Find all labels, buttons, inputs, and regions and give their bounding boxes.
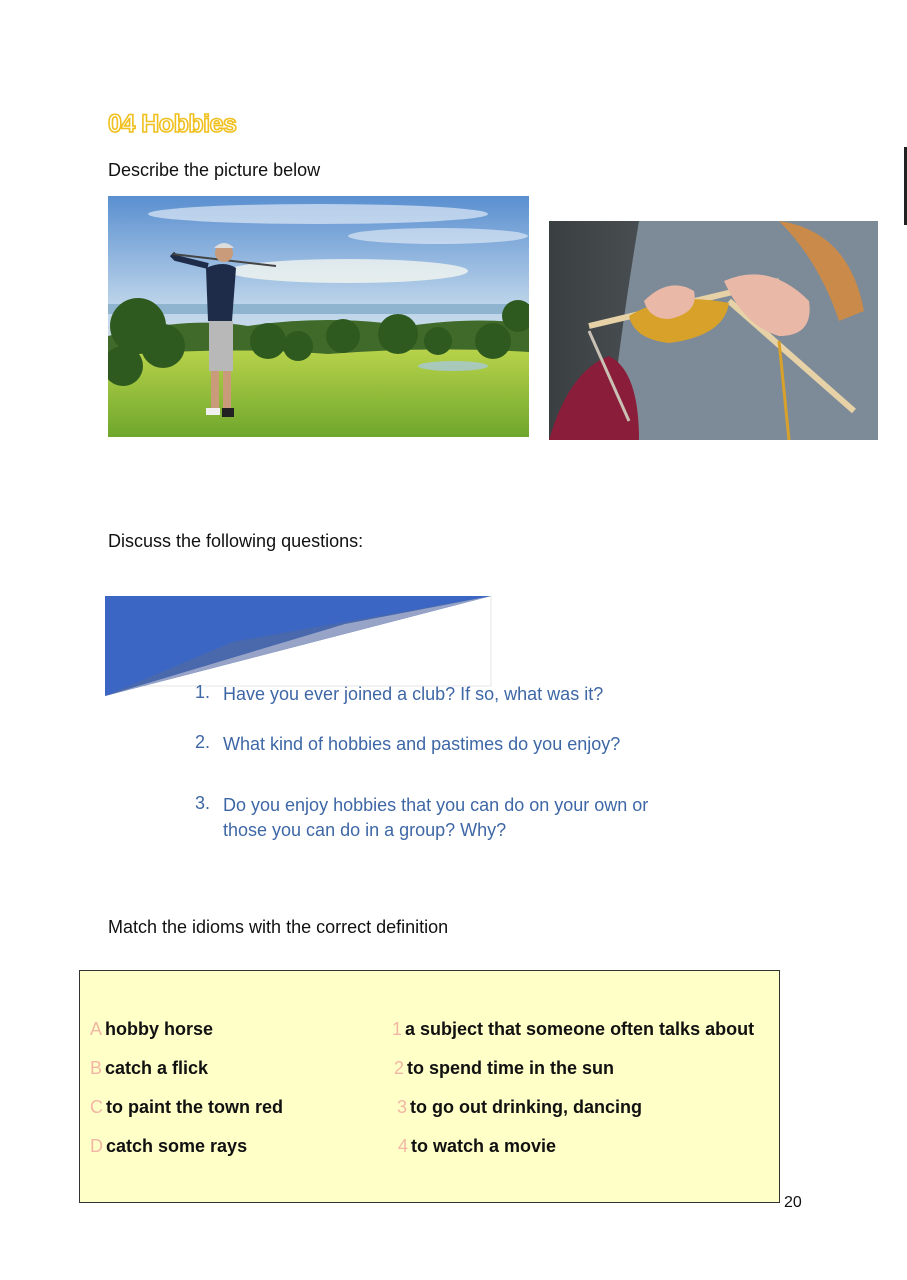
definition-text: a subject that someone often talks about bbox=[405, 1019, 755, 1039]
idiom-letter: A bbox=[90, 1019, 103, 1039]
discuss-prompt: Discuss the following questions: bbox=[108, 531, 364, 551]
idiom-letter: B bbox=[90, 1058, 103, 1078]
definition-item bbox=[397, 1097, 642, 1118]
definition-item bbox=[394, 1058, 614, 1079]
definition-item bbox=[392, 1019, 754, 1040]
question-text: Have you ever joined a club? If so, what was it? bbox=[223, 684, 604, 704]
question-text-line: Do you enjoy hobbies that you can do on your own or bbox=[223, 795, 649, 815]
question-text-line: those you can do in a group? Why? bbox=[223, 820, 507, 840]
idiom-text: to paint the town red bbox=[106, 1097, 283, 1117]
idiom-item bbox=[90, 1097, 283, 1118]
definition-number: 2 bbox=[394, 1058, 405, 1078]
idiom-item bbox=[90, 1136, 247, 1157]
definition-text: to go out drinking, dancing bbox=[410, 1097, 642, 1117]
definition-item bbox=[398, 1136, 556, 1157]
question-text: What kind of hobbies and pastimes do you enjoy? bbox=[223, 734, 621, 754]
definition-text: to watch a movie bbox=[411, 1136, 557, 1156]
golfer-photo bbox=[108, 196, 529, 437]
match-prompt: Match the idioms with the correct definition bbox=[108, 917, 449, 937]
definition-number: 4 bbox=[398, 1136, 409, 1156]
knitting-photo bbox=[549, 221, 878, 440]
idiom-text: catch some rays bbox=[106, 1136, 248, 1156]
definition-text: to spend time in the sun bbox=[407, 1058, 615, 1078]
definition-number: 1 bbox=[392, 1019, 403, 1039]
idiom-letter: C bbox=[90, 1097, 103, 1117]
question-number: 1. bbox=[195, 682, 211, 702]
page-title: 04 Hobbies bbox=[108, 110, 237, 138]
idiom-item bbox=[90, 1058, 208, 1079]
idiom-text: hobby horse bbox=[105, 1019, 214, 1039]
question-number: 3. bbox=[195, 793, 211, 813]
definition-number: 3 bbox=[397, 1097, 408, 1117]
idiom-text: catch a flick bbox=[105, 1058, 209, 1078]
page-number: 20 bbox=[784, 1194, 802, 1211]
idiom-letter: D bbox=[90, 1136, 103, 1156]
question-number: 2. bbox=[195, 732, 211, 752]
question-text bbox=[223, 793, 648, 843]
idiom-matching-box bbox=[79, 970, 780, 1203]
describe-prompt: Describe the picture below bbox=[108, 160, 321, 180]
idiom-item bbox=[90, 1019, 213, 1040]
